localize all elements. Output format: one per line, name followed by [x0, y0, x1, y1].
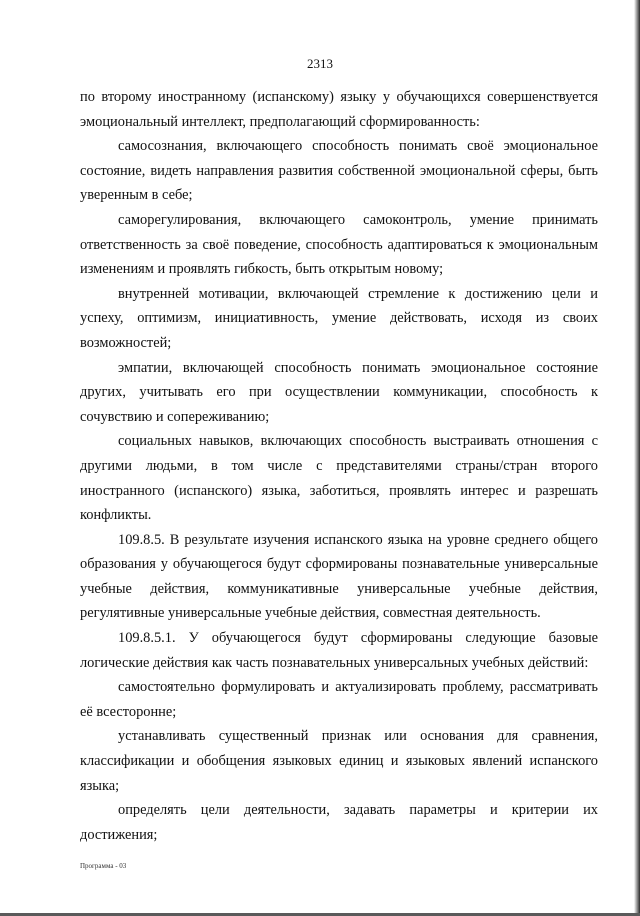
paragraph-section-109-8-5-1: 109.8.5.1. У обучающегося будут сформированы следующие базовые логические действия как часть познавательных универсальных учебных действий: — [80, 630, 598, 671]
document-body — [80, 85, 598, 847]
paragraph-self-awareness: самосознания, включающего способность понимать своё эмоциональное состояние, видеть направления развития собственной эмоциональной сферы, быть уверенным в себе; — [80, 138, 598, 204]
paragraph-define-goals: определять цели деятельности, задавать параметры и критерии их достижения; — [80, 802, 598, 843]
paragraph-social-skills: социальных навыков, включающих способность выстраивать отношения с другими людьми, в том числе с представителями страны/стран второго иностранного (испанского) языка, заботиться, проявлять интерес и разрешать конфликты. — [80, 433, 598, 524]
paragraph-formulate-problem: самостоятельно формулировать и актуализировать проблему, рассматривать её всесторонне; — [80, 679, 598, 720]
paragraph-establish-criteria: устанавливать существенный признак или основания для сравнения, классификации и обобщения языковых единиц и языковых явлений испанского языка; — [80, 728, 598, 794]
paragraph-section-109-8-5: 109.8.5. В результате изучения испанского языка на уровне среднего общего образования у обучающегося будут сформированы познавательные универсальные учебные действия, коммуникативные универсальные учебные действия, регулятивные универсальные учебные действия, совместная деятельность. — [80, 531, 598, 622]
footer-label: Программа - 03 — [80, 862, 127, 870]
paragraph-empathy: эмпатии, включающей способность понимать эмоциональное состояние других, учитывать его при осуществлении коммуникации, способность к сочувствию и сопереживанию; — [80, 359, 598, 425]
scan-edge-right — [634, 0, 640, 916]
page-number: 2313 — [307, 56, 333, 71]
paragraph-motivation: внутренней мотивации, включающей стремление к достижению цели и успеху, оптимизм, инициативность, умение действовать, исходя из своих возможностей; — [80, 285, 598, 351]
paragraph-intro: по второму иностранному (испанскому) языку у обучающихся совершенствуется эмоциональный интеллект, предполагающий сформированность: — [80, 89, 598, 130]
paragraph-self-regulation: саморегулирования, включающего самоконтроль, умение принимать ответственность за своё поведение, способность адаптироваться к эмоциональным изменениям и проявлять гибкость, быть открытым новому; — [80, 211, 598, 278]
